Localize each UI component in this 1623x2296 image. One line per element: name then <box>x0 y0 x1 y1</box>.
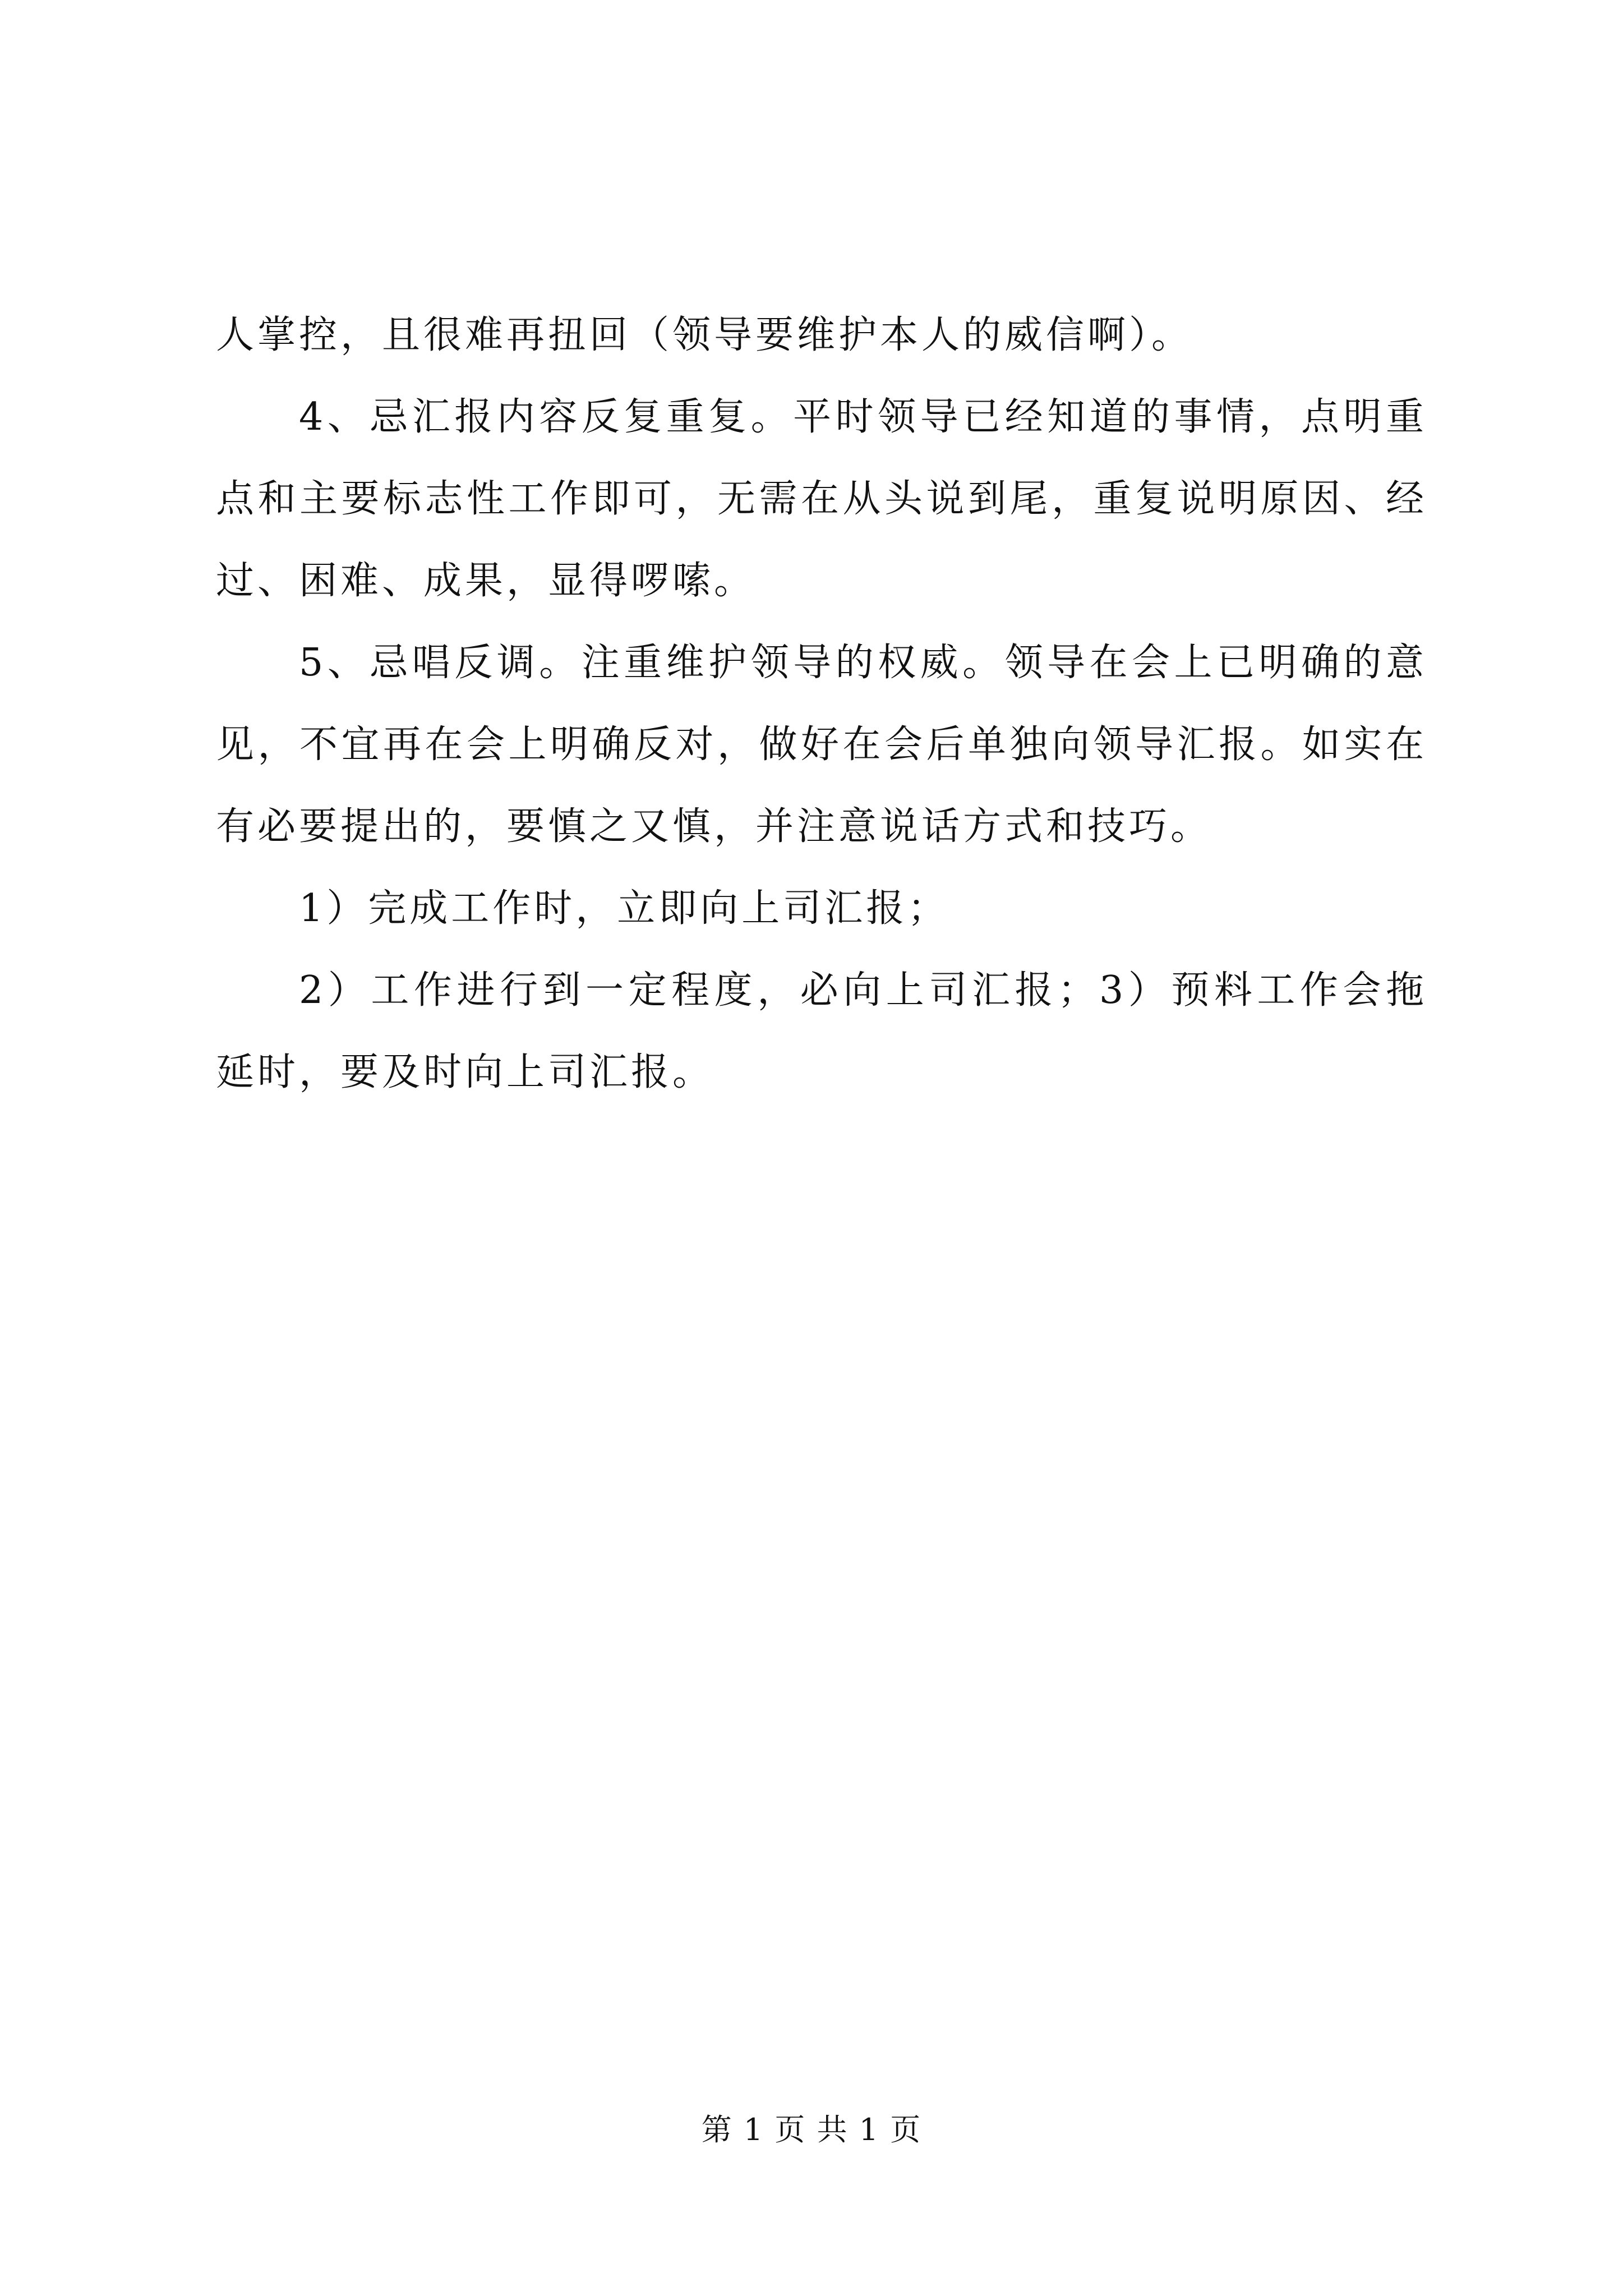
paragraph-item-4: 4、忌汇报内容反复重复。平时领导已经知道的事情，点明重点和主要标志性工作即可，无需在从头说到尾，重复说明原因、经过、困难、成果，显得啰嗦。 <box>216 395 1427 603</box>
paragraph-continuation: 人掌控，且很难再扭回（领导要维护本人的威信啊）。 <box>216 313 1193 357</box>
paragraph-item-5: 5、忌唱反调。注重维护领导的权威。领导在会上已明确的意见，不宜再在会上明确反对，做好在会后单独向领导汇报。如实在有必要提出的，要慎之又慎，并注意说话方式和技巧。 <box>216 641 1427 849</box>
paragraph-subitem-1: 1）完成工作时，立即向上司汇报； <box>299 886 949 931</box>
document-body <box>216 295 1427 1114</box>
page-footer: 第 1 页 共 1 页 <box>701 2112 922 2147</box>
paragraph-subitem-2-3: 2）工作进行到一定程度，必向上司汇报；3）预料工作会拖延时，要及时向上司汇报。 <box>216 968 1427 1094</box>
